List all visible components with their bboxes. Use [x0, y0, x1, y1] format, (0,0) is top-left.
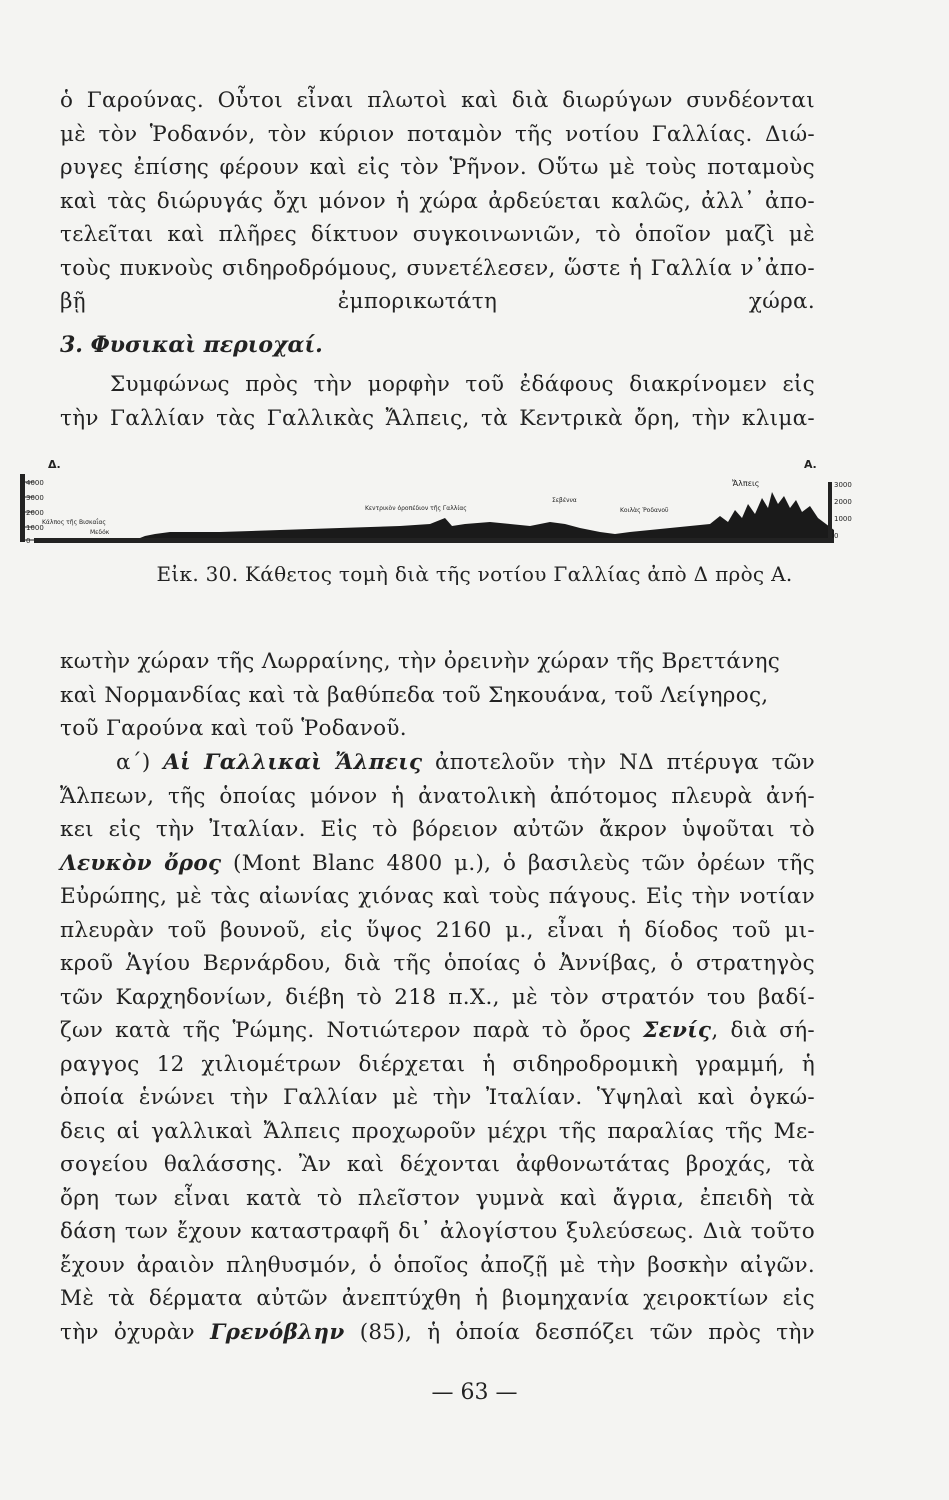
- text-fragment: (Mont Blanc 4800 μ.), ὁ βασιλεὺς τῶν ὀρέων τῆς: [233, 850, 815, 876]
- text-fragment: , διὰ σή-: [711, 1018, 815, 1043]
- text-line: δάση των ἔχουν καταστραφῆ δι᾽ ἀλογίστου ξυλεύσεως. Διὰ τοῦτο: [60, 1219, 815, 1244]
- figure-caption: Εἰκ. 30. Κάθετος τομὴ διὰ τῆς νοτίου Γαλλίας ἀπὸ Δ πρὸς Α.: [156, 562, 793, 586]
- region-label: Ἄλπεις: [732, 479, 760, 488]
- west-marker: Δ.: [48, 458, 61, 471]
- scale-tick-label: 1000: [26, 524, 44, 532]
- text-fragment: (85), ἡ ὁποία δεσπόζει τῶν πρὸς τὴν: [359, 1319, 816, 1345]
- text-line: ρυγες ἐπίσης φέρουν καὶ εἰς τὸν Ῥῆνον. Οὕτω μὲ τοὺς ποταμοὺς: [60, 155, 815, 180]
- scale-tick-label: 0: [26, 537, 31, 545]
- scale-tick-label: 1000: [834, 515, 852, 523]
- scale-tick-label: 0: [834, 532, 839, 540]
- text-line: Εὐρώπης, μὲ τὰς αἰωνίας χιόνας καὶ τοὺς πάγους. Εἰς τὴν νοτίαν: [60, 884, 815, 909]
- text-line: κει εἰς τὴν Ἰταλίαν. Εἰς τὸ βόρειον αὐτῶν ἄκρον ὑψοῦται τὸ: [60, 817, 815, 842]
- text-line: σογείου θαλάσσης. Ἂν καὶ δέχονται ἀφθονωτάτας βροχάς, τὰ: [60, 1152, 815, 1177]
- text-line: ἔχουν ἀραιὸν πληθυσμόν, ὁ ὁποῖος ἀποζῇ μὲ τὴν βοσκὴν αἰγῶν.: [60, 1252, 815, 1278]
- text-line: [60, 1316, 815, 1350]
- scale-tick-label: 2000: [26, 509, 44, 517]
- scale-tick-label: 3000: [26, 494, 44, 502]
- cenis-name: Σενίς: [643, 1018, 712, 1043]
- mont-blanc-name: Λευκὸν ὄρος: [60, 850, 222, 876]
- text-line: καὶ Νορμανδίας καὶ τὰ βαθύπεδα τοῦ Σηκουάνα, τοῦ Λείγηρος,: [60, 682, 769, 708]
- scale-tick-label: 3000: [834, 481, 852, 489]
- left-height-scale: [20, 474, 44, 545]
- top-paragraph: [60, 84, 815, 319]
- region-label: Μεδόκ: [90, 529, 110, 536]
- text-line: μὲ τὸν Ῥοδανόν, τὸν κύριον ποταμὸν τῆς νοτίου Γαλλίας. Διώ-: [60, 121, 815, 147]
- text-line: κωτὴν χώραν τῆς Λωρραίνης, τὴν ὀρεινὴν χώραν τῆς Βρεττάνης: [60, 649, 781, 674]
- east-marker: Α.: [804, 458, 817, 471]
- text-line: τῶν Καρχηδονίων, διέβη τὸ 218 π.Χ., μὲ τὸν στρατόν του βαδί-: [60, 984, 815, 1010]
- text-line: πλευρὰν τοῦ βουνοῦ, εἰς ὕψος 2160 μ., εἶναι ἡ δίοδος τοῦ μι-: [60, 917, 815, 943]
- text-line: ὁποία ἑνώνει τὴν Γαλλίαν μὲ τὴν Ἰταλίαν. Ὑψηλαὶ καὶ ὀγκώ-: [60, 1085, 815, 1110]
- region-label: Κάλπος τῆς Βισκαΐας: [42, 519, 106, 526]
- page-number: — 63 —: [431, 1380, 518, 1405]
- cross-section-figure: [20, 452, 850, 562]
- region-label: Σεβέννα: [552, 497, 577, 504]
- terrain-profile: [34, 492, 834, 538]
- text-line: ὄρη των εἶναι κατὰ τὸ πλεῖστον γυμνὰ καὶ ἄγρια, ἐπειδὴ τὰ: [60, 1185, 815, 1211]
- text-line: [60, 746, 815, 780]
- text-line: κροῦ Ἁγίου Βερνάρδου, διὰ τῆς ὁποίας ὁ Ἀννίβας, ὁ στρατηγὸς: [60, 951, 815, 976]
- region-label: Κεντρικὸν ὀροπέδιον τῆς Γαλλίας: [365, 505, 467, 512]
- text-fragment: ζων κατὰ τῆς Ῥώμης. Νοτιώτερον παρὰ τὸ ὄρος: [60, 1018, 632, 1043]
- text-line: [60, 847, 815, 881]
- text-line: Ἄλπεων, τῆς ὁποίας μόνον ἡ ἀνατολικὴ ἀπότομος πλευρὰ ἀνή-: [60, 783, 815, 809]
- scale-tick-label: 4000: [26, 479, 44, 487]
- text-fragment: ἀποτελοῦν τὴν ΝΔ πτέρυγα τῶν: [434, 750, 815, 775]
- text-line: τοῦ Γαρούνα καὶ τοῦ Ῥοδανοῦ.: [60, 716, 407, 741]
- section-heading: 3. Φυσικαὶ περιοχαί.: [60, 332, 323, 358]
- grenoble-name: Γρενόβλην: [210, 1319, 345, 1345]
- text-line: δεις αἱ γαλλικαὶ Ἄλπεις προχωροῦν μέχρι τῆς παραλίας τῆς Με-: [60, 1118, 815, 1144]
- text-fragment: τὴν ὀχυρὰν: [60, 1319, 195, 1345]
- text-line: ὁ Γαρούνας. Οὗτοι εἶναι πλωτοὶ καὶ διὰ διωρύγων συνδέονται: [60, 88, 815, 113]
- text-line: [60, 1014, 815, 1048]
- list-marker: α΄): [116, 750, 151, 775]
- right-height-scale: [828, 481, 852, 542]
- text-line: βῇ ἐμπορικωτάτη χώρα.: [60, 289, 815, 314]
- scale-tick-label: 2000: [834, 498, 852, 506]
- alps-title: Αἱ Γαλλικαὶ Ἄλπεις: [163, 750, 423, 775]
- alps-paragraph: [60, 746, 815, 1349]
- text-line: τὴν Γαλλίαν τὰς Γαλλικὰς Ἄλπεις, τὰ Κεντρικὰ ὄρη, τὴν κλιμα-: [60, 405, 815, 431]
- continuation-paragraph: [60, 645, 815, 746]
- text-line: καὶ τὰς διώρυγάς ὄχι μόνον ἡ χώρα ἀρδεύεται καλῶς, ἀλλ᾽ ἀπο-: [60, 188, 815, 214]
- text-line: ραγγος 12 χιλιομέτρων διέρχεται ἡ σιδηροδρομικὴ γραμμή, ἡ: [60, 1051, 815, 1077]
- text-line: Συμφώνως πρὸς τὴν μορφὴν τοῦ ἐδάφους διακρίνομεν εἰς: [110, 372, 815, 397]
- region-label: Κοιλὰς Ῥοδανοῦ: [620, 507, 669, 514]
- text-line: τοὺς πυκνοὺς σιδηροδρόμους, συνετέλεσεν, ὥστε ἡ Γαλλία ν᾽ἀπο-: [60, 255, 815, 281]
- section-intro: [60, 368, 815, 435]
- text-line: Μὲ τὰ δέρματα αὐτῶν ἀνεπτύχθη ἡ βιομηχανία χειροκτίων εἰς: [60, 1286, 815, 1311]
- text-line: τελεῖται καὶ πλῆρες δίκτυον συγκοινωνιῶν, τὸ ὁποῖον μαζὶ μὲ: [60, 222, 815, 247]
